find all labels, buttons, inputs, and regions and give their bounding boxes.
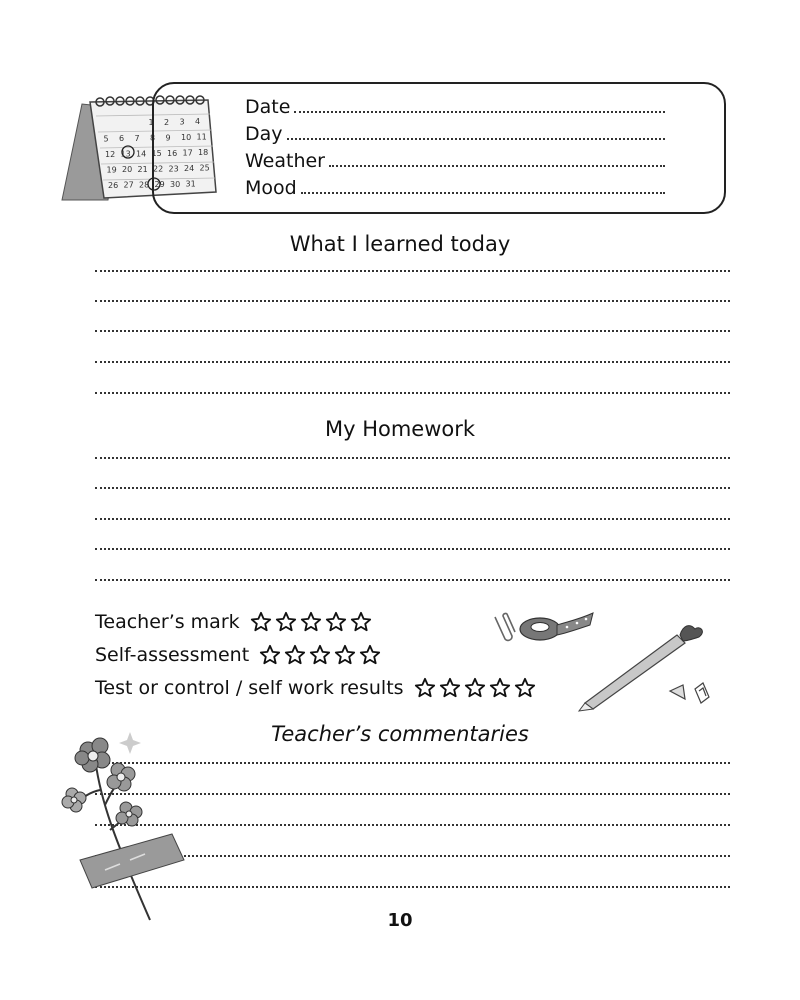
- calendar-day-number: 31: [185, 179, 196, 189]
- teacher-mark-row: [95, 609, 372, 635]
- calendar-day-number: 29: [154, 180, 165, 190]
- star-icon[interactable]: [275, 611, 297, 633]
- star-icon[interactable]: [309, 644, 331, 666]
- mood-label: Mood: [245, 177, 297, 199]
- mood-dotted-line: [301, 192, 665, 194]
- star-icon[interactable]: [325, 611, 347, 633]
- star-icon[interactable]: [359, 644, 381, 666]
- star-icon[interactable]: [414, 677, 436, 699]
- day-label: Day: [245, 123, 283, 145]
- learned-line[interactable]: [95, 392, 730, 394]
- learned-line[interactable]: [95, 330, 730, 332]
- day-dotted-line: [287, 138, 665, 140]
- calendar-day-number: 19: [106, 165, 117, 175]
- calendar-day-number: 24: [184, 164, 195, 173]
- calendar-day-number: 14: [136, 149, 147, 159]
- star-icon[interactable]: [250, 611, 272, 633]
- flower-illustration: [60, 730, 200, 930]
- paper-clip-icon: [495, 614, 515, 641]
- date-dotted-line: [294, 111, 665, 113]
- star-icon[interactable]: [350, 611, 372, 633]
- star-icon[interactable]: [259, 644, 281, 666]
- date-field[interactable]: [245, 92, 665, 118]
- calendar-day-number: 6: [119, 134, 125, 144]
- flower-head-icon: [116, 802, 142, 826]
- star-icon[interactable]: [300, 611, 322, 633]
- test-results-row: [95, 675, 536, 701]
- calendar-day-number: 18: [198, 148, 209, 158]
- calendar-day-number: 3: [179, 117, 185, 127]
- calendar-day-number: 2: [164, 117, 170, 127]
- homework-line[interactable]: [95, 487, 730, 489]
- weather-dotted-line: [329, 165, 665, 167]
- calendar-day-number: 25: [199, 163, 210, 173]
- date-label: Date: [245, 96, 291, 118]
- calendar-day-number: 1: [148, 118, 154, 128]
- calendar-day-number: 8: [150, 133, 156, 143]
- flower-head-icon: [107, 763, 135, 791]
- calendar-day-number: 26: [108, 181, 119, 190]
- self-assessment-label: Self-assessment: [95, 644, 250, 666]
- homework-line[interactable]: [95, 579, 730, 581]
- mood-field[interactable]: [245, 173, 665, 199]
- weather-field[interactable]: [245, 146, 665, 172]
- calendar-day-number: 7: [134, 133, 140, 143]
- commentaries-title: Teacher’s commentaries: [271, 722, 529, 746]
- homework-line[interactable]: [95, 518, 730, 520]
- calendar-day-number: 5: [103, 134, 109, 144]
- binder-clips-icon: [670, 683, 709, 703]
- calendar-day-number: 4: [195, 117, 201, 127]
- calendar-day-number: 20: [122, 165, 133, 175]
- self-assessment-row: [95, 642, 381, 668]
- learned-line[interactable]: [95, 300, 730, 302]
- calendar-day-number: 28: [139, 180, 150, 190]
- test-results-label: Test or control / self work results: [95, 677, 404, 699]
- sparkle-icon: [119, 732, 141, 754]
- star-icon[interactable]: [464, 677, 486, 699]
- flower-head-icon: [75, 738, 110, 772]
- calendar-day-number: 27: [123, 180, 134, 190]
- calendar-day-number: 30: [170, 179, 181, 189]
- teacher-mark-stars[interactable]: [250, 611, 372, 633]
- calendar-day-number: 9: [165, 133, 171, 143]
- calendar-day-number: 17: [182, 148, 193, 158]
- calendar-day-number: 12: [105, 150, 116, 159]
- learned-line[interactable]: [95, 270, 730, 272]
- calendar-day-number: 10: [181, 133, 192, 142]
- calendar-day-number: 11: [196, 132, 207, 142]
- homework-title: My Homework: [324, 417, 476, 441]
- calendar-day-number: 22: [153, 164, 164, 174]
- star-icon[interactable]: [284, 644, 306, 666]
- homework-line[interactable]: [95, 457, 730, 459]
- learned-line[interactable]: [95, 361, 730, 363]
- weather-label: Weather: [245, 150, 325, 172]
- learned-title: What I learned today: [289, 232, 511, 256]
- homework-line[interactable]: [95, 548, 730, 550]
- calendar-day-number: 15: [151, 149, 162, 159]
- teacher-mark-label: Teacher’s mark: [95, 611, 240, 633]
- flower-head-icon: [62, 788, 86, 812]
- calendar-day-number: 23: [168, 164, 179, 174]
- self-assessment-stars[interactable]: [259, 644, 381, 666]
- day-field[interactable]: [245, 119, 665, 145]
- washi-tape-icon: [520, 613, 593, 640]
- page-number: 10: [387, 910, 413, 931]
- calendar-day-number: 13: [120, 149, 131, 159]
- calendar-day-number: 21: [137, 164, 148, 174]
- stationery-illustration: [485, 605, 725, 715]
- star-icon[interactable]: [439, 677, 461, 699]
- calendar-day-number: 16: [167, 148, 178, 158]
- star-icon[interactable]: [334, 644, 356, 666]
